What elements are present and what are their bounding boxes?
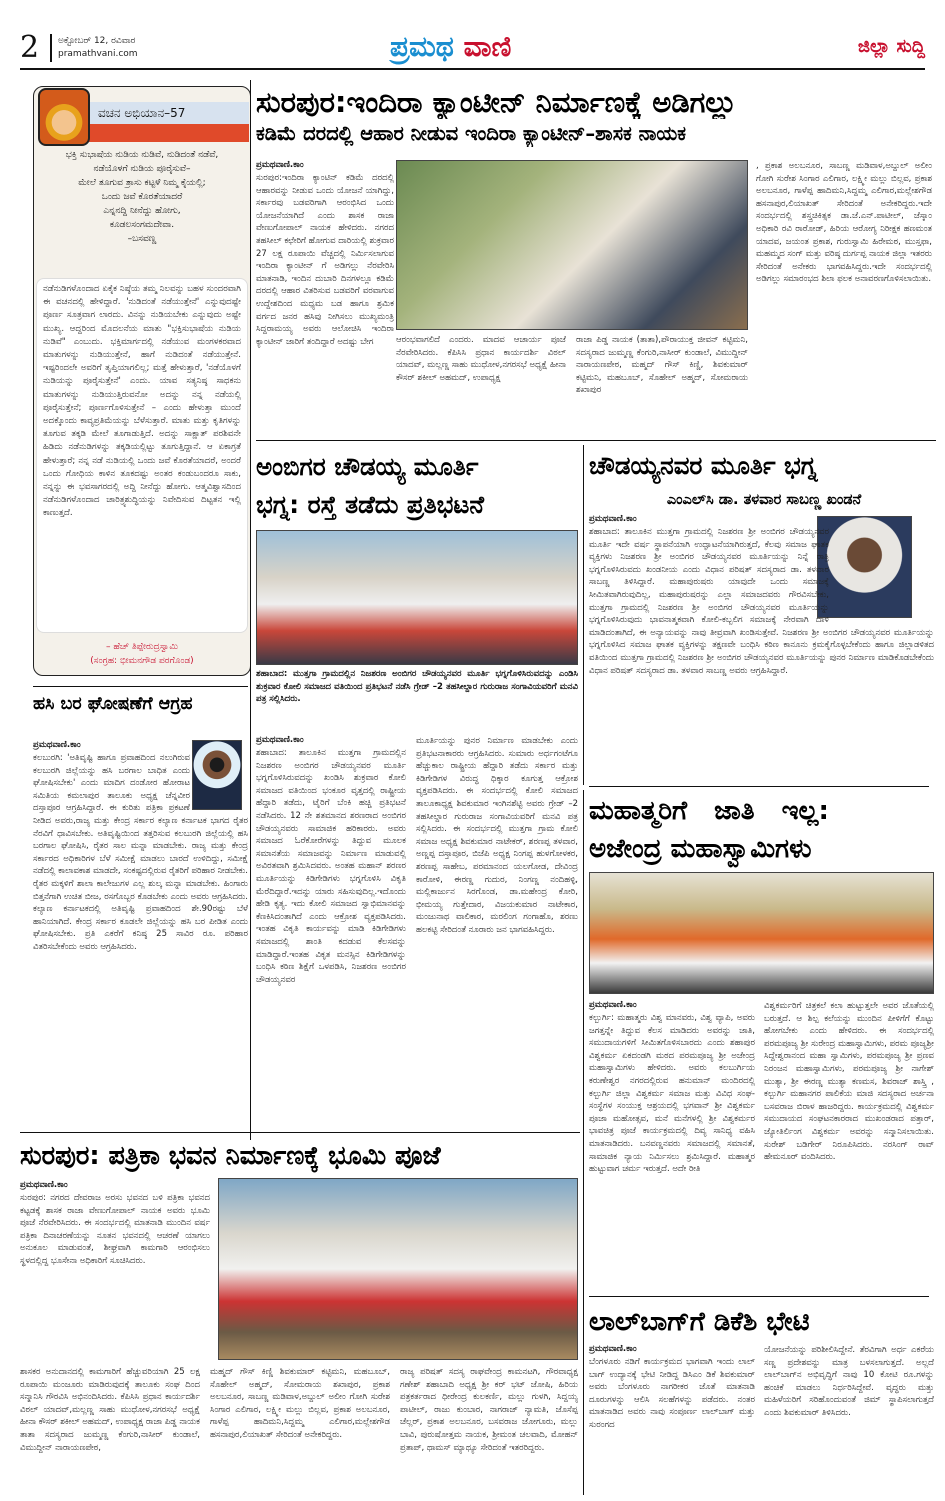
lalbagh-body-col1: ಬೆಂಗಳೂರು ನಡಿಗೆ ಕಾರ್ಯಕ್ರಮದ ಭಾಗವಾಗಿ ಇಂದು ಲಾಲ್ ಬಾಗ್ ಉದ್ಯಾನಕ್ಕೆ ಭೇಟಿ ನೀಡಿದ್ದ ಡಿಸಿಎಂ ಡಿಕೆ ಶಿವಕುಮಾರ್ ಅವರು ಬೆಂಗಳೂರು ನಾಗರೀಕರ ಜೊತೆ ಮಾತನಾಡಿ ದೂರುಗಳನ್ನು ಆಲಿಸಿ ಸಲಹೆಗಳನ್ನು ಪಡೆದರು. ನಂತರ ಮಾತನಾಡಿದ ಅವರು ನಾವು ಸಂಪೂರ್ಣ ಲಾಲ್‌ಬಾಗ್ ಮತ್ತು ಸುರಂಗದ xyxy=(589,1357,755,1430)
canteen-body-col3: ರಾಜಾ ಪಿಡ್ಡ ನಾಯಕ (ತಾತಾ),ಪೌರಾಯುಕ್ತ ಜೀವನ್ ಕಟ್ಟಿಮನಿ, ಸದಸ್ಯರಾದ ಜುಮ್ಮಣ್ಣ ಕೆಂಗುರಿ,ನಾಸೀರ್ ಕುಂಡಾಲೆ, ವಿಮುದ್ದೀನ್ ನಾರಾಯಣಪೇಠ, ಮಹ್ಮದ್ ಗೌಸ್ ಕಿಣ್ಣಿ, ಶಿವಕುಮಾರ್ ಕಟ್ಟಿಮನಿ, ಮಹಬೂಬ್, ಸೊಹೇಲ್ ಅಹ್ಮದ್, ಸೋಮರಾಯ ಶಖಾಪುರ xyxy=(576,335,748,396)
hasi-bara-headline: ಹಸಿ ಬರ ಘೋಷಣೆಗೆ ಆಗ್ರಹ xyxy=(33,694,193,714)
logo-part-2: ವಾಣಿ xyxy=(463,30,512,63)
section-divider xyxy=(33,686,248,687)
mlc-body xyxy=(589,526,934,771)
protest-headline-line1: ಅಂಬಿಗರ ಚೌಡಯ್ಯ ಮೂರ್ತಿ xyxy=(256,452,479,481)
verse-line: ನಡೆಯೊಳಗೆ ನುಡಿಯ ಪೂರೈಸುವೆ– xyxy=(93,164,191,174)
column-divider xyxy=(250,80,251,1140)
section-divider xyxy=(20,1132,580,1133)
verse-line: ಒಂದು ಜವೆ ಕೊರತೆಯಾದರೆ xyxy=(101,192,183,202)
lalbagh-body-col2: ಯೋಜನೆಯನ್ನು ಪರಿಶೀಲಿಸಿದ್ದೇನೆ. ತೆರವಿಗಾಗಿ ಅರ್ಧ ಎಕರೆಯ ಸಣ್ಣ ಪ್ರದೇಶವನ್ನು ಮಾತ್ರ ಬಳಸಲಾಗುತ್ತದೆ. ಅಲ್ಲದೆ ಲಾಲ್‌ಬಾಗ್‌ನ ಅಭಿವೃದ್ಧಿಗೆ ನಾವು 10 ಕೋಟಿ ರೂ.ಗಳನ್ನು ಹಂಚಿಕೆ ಮಾಡಲು ನಿರ್ಧರಿಸಿದ್ದೇವೆ. ವೃದ್ಧರು ಮತ್ತು ಮಹಿಳೆಯರಿಗೆ ಸರಿಹೊಂದುವಂತೆ ಜಿಮ್ ಸ್ಥಾಪಿಸಲಾಗುತ್ತದೆ ಎಂದು ಶಿವಕುಮಾರ್ ತಿಳಿಸಿದರು. xyxy=(764,1345,934,1418)
patrika-body-col3: ರಾಜ್ಯ ಪರಿಷತ್ ಸದಸ್ಯ ರಾಘವೇಂದ್ರ ಕಾಮನಟಗಿ, ಗೌರವಾಧ್ಯಕ್ಷ ಗಣೇಶ್ ಶಹಾಬಾದಿ ಅಧ್ಯಕ್ಷ ಶ್ರೀ ಕರ್ ಭಟ್ ಜೋಷಿ, ಹಿರಿಯ ಪತ್ರಕರ್ತರಾದ ಧೀರೇಂದ್ರ ಕುಲಕರ್ಣಿ, ಮಲ್ಲು ಗುಳಗಿ, ಸಿದ್ದಯ್ಯ ಪಾಟೀಲ್, ರಾಜು ಕುಂಬಾರ, ನಾಗರಾಜ್ ನ್ಯಾಮತಿ, ಜೊಸೆಪ್ಪ ಚೆಲ್ಲರ್, ಪ್ರಕಾಶ ಅಲಬನೂರ, ಬಸವರಾಜ ಜೋಗೂರು, ಮಲ್ಲು ಬಾವಿ, ಪುರುಷೋತ್ತಮ ನಾಯಕ, ಶ್ರೀಮಂತ ಚಲವಾದಿ, ಮೋಹನ್ ಪ್ರತಾಪ್, ಥಾಮಸ್ ಮ್ಯಾಥ್ಯೂ ಸೇರಿದಂತೆ ಇತರರಿದ್ದರು. xyxy=(400,1367,578,1453)
article-byline: ಪ್ರಮಥವಾಣಿ.ಕಾಂ xyxy=(256,160,304,170)
mahatma-headline-line2: ಅಜೇಂದ್ರ ಮಹಾಸ್ವಾಮಿಗಳು xyxy=(589,834,812,864)
canteen-body-col4: , ಪ್ರಕಾಶ ಅಲಬನೂರ, ಸಾಬಣ್ಣ ಮಡಿವಾಳ,ಅಬ್ದುಲ್ ಅಲೀಂ ಗೋಗಿ ಸುರೇಶ ಸಿಂಗಾರ ಎಲಿಗಾರ, ಲಕ್ಷ್ಮೀ ಮಲ್ಲು ಬಿಲ್ಲವ, ಪ್ರಕಾಶ ಅಲಬನೂರ, ಗಾಳೆಪ್ಪ ಹಾದಿಮನಿ,ಸಿದ್ದಮ್ಮ ಎಲಿಗಾರ,ಮಲ್ಲೇಶಗೌಡ ಹಸನಾಪುರ,ಲಿಯಾಖತ್ ಸೇರಿದಂತೆ ಅನೇಕರಿದ್ದರು.ಇದೇ ಸಂದರ್ಭದಲ್ಲಿ ಶಸ್ತ್ರಚಿಕಿತ್ಸಕ ಡಾ.ಜೆ.ಎನ್.ಪಾಟೀಲ್, ಜೆಸ್ಕಾಂ ಅಧಿಕಾರಿ ರವಿ ರಾಠೋಡ್, ಹಿರಿಯ ಆರೋಗ್ಯ ನಿರೀಕ್ಷಕ ಹಣಮಂತ ಯಾದವ, ಜಯಂತ ಪ್ರಕಾಶ, ಗುರುಸ್ವಾಮಿ ಹಿರೇಮಠ, ಮುಸ್ತಫಾ, ಮಹಮ್ಮದ ಸಂಗ್ ಮತ್ತು ವರಿಷ್ಠ ದುರ್ಗಪ್ಪ ನಾಯಕ ಜಿಲ್ಲಾ ಇತರರು ಸೇರಿದಂತೆ ಅನೇಕರು ಭಾಗವಹಿಸಿದ್ದರು.ಇದೇ ಸಂದರ್ಭದಲ್ಲಿ ಅಡಿಗಲ್ಲು ಸಮಾರಂಭದ ಶಿಲಾ ಫಲಕ ಅನಾವರಣಗೊಳಿಸಲಾಯಿತು. xyxy=(756,161,932,285)
vachana-verse xyxy=(36,148,248,246)
patrika-intro: ಸುರಪುರ: ನಗರದ ದೇವರಾಜ ಅರಸು ಭವನದ ಬಳಿ ಪತ್ರಿಕಾ ಭವನದ ಕಟ್ಟಡಕ್ಕೆ ಶಾಸಕ ರಾಜಾ ವೇಣುಗೋಪಾಲ್ ನಾಯಕ ಅವರು ಭೂಮಿ ಪೂಜೆ ನೆರವೇರಿಸಿದರು. ಈ ಸಂದರ್ಭದಲ್ಲಿ ಮಾತನಾಡಿ ಮುಂದಿನ ವರ್ಷ ಪತ್ರಿಕಾ ದಿನಾಚರಣೆಯನ್ನು ನೂತನ ಭವನದಲ್ಲಿ ಆಚರಣೆ ಯಾಗಲು ಅನುಕೂಲ ಮಾಡುವಂತೆ, ಶೀಘ್ರವಾಗಿ ಕಾಮಗಾರಿ ಆರಂಭಿಸಲು ಸ್ಥಳದಲ್ಲಿದ್ದ ಭೂಸೇನಾ ಅಧಿಕಾರಿಗೆ ಸೂಚಿಸಿದರು. xyxy=(20,1193,210,1266)
mlc-headline: ಚೌಡಯ್ಯನವರ ಮೂರ್ತಿ ಭಗ್ನ xyxy=(589,451,818,480)
vachana-signature xyxy=(36,640,248,668)
bhoomi-pooja-photo xyxy=(218,1178,578,1360)
protest-body-col1: ಶಹಾಬಾದ: ತಾಲೂಕಿನ ಮುತ್ತಗಾ ಗ್ರಾಮದಲ್ಲಿನ ನಿಜಶರಣ ಅಂಬಿಗರ ಚೌಡಯ್ಯನವರ ಮೂರ್ತಿ ಭಗ್ನಗೊಳಿಸಿರುವದನ್ನು ಖಂಡಿಸಿ ಶುಕ್ರವಾರ ಕೋಲಿ ಸಮಾಜದ ವತಿಯಿಂದ ಭಂಕೂರ ವೃತ್ತದಲ್ಲಿ ರಾಷ್ಟ್ರೀಯ ಹೆದ್ದಾರಿ ತಡೆದು, ಟೈರಿಗೆ ಬೆಂಕಿ ಹಚ್ಚಿ ಪ್ರತಿಭಟನೆ ನಡೆಸಿದರು. 12 ನೇ ಶತಮಾನದ ಶರಣರಾದ ಅಂಬಿಗರ ಚೌಡಯ್ಯನವರು ಸಾಮಾಜಿಕ ಹರಿಕಾರರು. ಅವರು ಸಮಾಜದ ಓರೆಕೋರೆಗಳನ್ನು ತಿದ್ದುವ ಮೂಲಕ ಸಮಾನತೆಯ ಸಮಾಜವನ್ನು ನಿರ್ಮಾಣ ಮಾಡುವಲ್ಲಿ ಅವಿರತವಾಗಿ ಶ್ರಮಿಸಿದವರು. ಅಂತಹ ಮಹಾನ್ ಶರಣರ ಮೂರ್ತಿಯನ್ನು ಕಿಡಿಗೇಡಿಗಳು ಭಗ್ನಗೊಳಿಸಿ ವಿಕೃತಿ ಮೆರೆದಿದ್ದಾರೆ.ಇದನ್ನು ಯಾರು ಸಹಿಸುವುದಿಲ್ಲ.ಇದೊಂದು ಹೇಡಿ ಕೃತ್ಯ. ಇದು ಕೋಲಿ ಸಮಾಜದ ಸ್ವಾಭಿಮಾನವನ್ನು ಕೆಣಕಿಸಿದಂತಾಗಿದೆ ಎಂದು ಆಕ್ರೋಶ ವ್ಯಕ್ತಪಡಿಸಿದರು. ಇಂತಹ ವಿಕೃತಿ ಕಾರ್ಯವನ್ನು ಮಾಡಿ ಕಿಡಿಗೇಡಿಗಳು ಸಮಾಜದಲ್ಲಿ ಶಾಂತಿ ಕದಡುವ ಕೆಲಸವನ್ನು ಮಾಡಿದ್ದಾರೆ.ಇಂತಹ ವಿಕೃತ ಮನಸ್ಸಿನ ಕಿಡಿಗೇಡಿಗಳನ್ನು ಬಂಧಿಸಿ ಕಠಿಣ ಶಿಕ್ಷೆಗೆ ಒಳಪಡಿಸಿ, ನಿಜಶರಣ ಅಂಬಿಗರ ಚೌಡಯ್ಯನವರ xyxy=(256,748,406,985)
verse-line: ಎನ್ನನದ್ದಿ ನೀನೆದ್ದು ಹೋಗು, xyxy=(103,206,181,216)
masthead-divider xyxy=(50,34,52,62)
hasi-bara-body xyxy=(33,752,248,1127)
article-byline: ಪ್ರಮಥವಾಣಿ.ಕಾಂ xyxy=(33,740,81,750)
newspaper-logo xyxy=(390,30,511,64)
article-byline: ಪ್ರಮಥವಾಣಿ.ಕಾಂ xyxy=(589,1000,637,1010)
verse-line: ಭಕ್ತಿ ಸುಭಾಷೆಯ ನುಡಿಯ ನುಡಿವೆ, ನುಡಿದಂತೆ ನಡೆವೆ, xyxy=(65,150,219,160)
section-divider xyxy=(589,786,929,787)
article-byline: ಪ್ರಮಥವಾಣಿ.ಕಾಂ xyxy=(20,1180,68,1190)
lalbagh-headline: ಲಾಲ್‌ಬಾಗ್‌ಗೆ ಡಿಕೆಶಿ ಭೇಟಿ xyxy=(589,1307,810,1337)
page-number: 2 xyxy=(20,30,40,65)
portrait-float-spacer xyxy=(829,526,934,618)
vachana-commentary-box xyxy=(36,278,248,633)
protest-headline-line2: ಭಗ್ನ: ರಸ್ತೆ ತಡೆದು ಪ್ರತಿಭಟನೆ xyxy=(256,490,485,519)
section-divider xyxy=(256,440,936,441)
verse-line: ಕೂಡಲಸಂಗಮದೇವಾ. xyxy=(109,220,175,230)
vachana-title: ವಚನ ಅಭಿಯಾನ–57 xyxy=(88,102,249,124)
mahatma-body-col1: ಕಲ್ಬುರ್ಗಿ: ಮಹಾತ್ಮರು ವಿಶ್ವ ಮಾನವರು, ವಿಶ್ವ ವ್ಯಾಪಿ, ಅವರು ಜಗತ್ತನ್ನೇ ತಿದ್ದುವ ಕೆಲಸ ಮಾಡಿದರು ಅವರನ್ನು ಜಾತಿ, ಸಮುದಾಯಗಳಿಗೆ ಸೀಮಿತಗೊಳಿಸಬಾರದು ಎಂದು ಶಹಾಪುರ ವಿಶ್ವಕರ್ಮ ಏಕದಂಡಗಿ ಮಠದ ಪರಮಪೂಜ್ಯ ಶ್ರೀ ಅಜೇಂದ್ರ ಮಹಾಸ್ವಾಮಿಗಳು ಹೇಳಿದರು. ಅವರು ಕಲಬುರ್ಗಿಯ ಕರುಣೇಶ್ವರ ನಗರದಲ್ಲಿರುವ ಹನುಮಾನ್ ಮಂದಿರದಲ್ಲಿ ಕಲ್ಬುರ್ಗಿ ಜಿಲ್ಲಾ ವಿಶ್ವಕರ್ಮ ಸಮಾಜ ಮತ್ತು ವಿವಿಧ ಸಂಘ-ಸಂಸ್ಥೆಗಳ ಸಂಯುಕ್ತ ಆಶ್ರಯದಲ್ಲಿ ಭಗವಾನ್ ಶ್ರೀ ವಿಶ್ವಕರ್ಮ ಪೂಜಾ ಮಹೋತ್ಸವ, ಮನೆ ಮನೆಗಳಲ್ಲಿ ಶ್ರೀ ವಿಶ್ವಕರ್ಮರ ಭಾವಚಿತ್ರ ಪೂಜೆ ಕಾರ್ಯಕ್ರಮದಲ್ಲಿ ದಿವ್ಯ ಸಾನಿಧ್ಯ ವಹಿಸಿ ಮಾತನಾಡಿದರು. ಬನವಣ್ಣನವರು ಸಮಾಜದಲ್ಲಿ ಸಮಾನತೆ, ಸಾಮಾಜಿಕ ನ್ಯಾಯ ನಿರ್ಮಿಸಲು ಶ್ರಮಿಸಿದ್ದಾರೆ. ಮಹಾತ್ಮರ ಹುಟ್ಟುವಾಗ ಚರ್ಮ ಇರುತ್ತದೆ. ಅದೇ ರೀತಿ xyxy=(589,1013,755,1175)
patrika-body-col1: ಶಾಸಕರ ಅನುದಾನದಲ್ಲಿ ಕಾಮಗಾರಿಗೆ ಹೆಚ್ಚುವರಿಯಾಗಿ 25 ಲಕ್ಷ ರೂಪಾಯಿ ಮಂಜೂರು ಮಾಡಿರುವುದಕ್ಕೆ ತಾಲೂಕು ಸಂಘ ದಿಂದ ಸನ್ಮಾನಿಸಿ ಗೌರವಿಸಿ ಅಭಿನಂದಿಸಿದರು. ಕೆಪಿಸಿಸಿ ಪ್ರಧಾನ ಕಾರ್ಯದರ್ಶಿ ವಿಠಲ್ ಯಾದವ್,ಮಲ್ಲಣ್ಣ ಸಾಹು ಮುಧೋಳ,ನಗರಸಭೆ ಅಧ್ಯಕ್ಷೆ ಹೀನಾ ಕೌಸರ್ ಶಕೀಲ್ ಅಹಮದ್, ಉಪಾಧ್ಯಕ್ಷ ರಾಜಾ ಪಿಡ್ಡ ನಾಯಕ ತಾತಾ ಸದಸ್ಯರಾದ ಜುಮ್ಮಣ್ಣ ಕೆಂಗುರಿ,ನಾಸೀರ್ ಕುಂಡಾಲೆ, ವಿಮುದ್ದೀನ್ ನಾರಾಯಣಪೇಠ, xyxy=(20,1367,200,1453)
mlc-subheadline: ಎಂಎಲ್‌ಸಿ ಡಾ. ತಳವಾರ ಸಾಬಣ್ಣ ಖಂಡನೆ xyxy=(666,492,862,508)
protest-body-col2: ಮೂರ್ತಿಯನ್ನು ಪುನರ ನಿರ್ಮಾಣ ಮಾಡಬೇಕು ಎಂದು ಪ್ರತಿಭಟನಾಕಾರರು ಆಗ್ರಹಿಸಿದರು. ಸುಮಾರು ಅರ್ಧಗಂಟೆಗೂ ಹೆಚ್ಚುಕಾಲ ರಾಷ್ಟ್ರೀಯ ಹೆದ್ದಾರಿ ತಡೆದು ಸರ್ಕಾರ ಮತ್ತು ಕಿಡಿಗೇಡಿಗಳ ವಿರುದ್ಧ ಧಿಕ್ಕಾರ ಕೂಗುತ್ತ ಆಕ್ರೋಶ ವ್ಯಕ್ತಪಡಿಸಿದರು. ಈ ಸಂದರ್ಭದಲ್ಲಿ ಕೋಲಿ ಸಮಾಜದ ತಾಲೂಕಾಧ್ಯಕ್ಷ ಶಿವಕುಮಾರ ಇಂಗಿನಶೆಟ್ಟಿ ಅವರು ಗ್ರೇಡ್ –2 ತಹಸೀಲ್ದಾರ ಗುರುರಾಜ ಸಂಗಾವಿಯವರಿಗೆ ಮನವಿ ಪತ್ರ ಸಲ್ಲಿಸಿದರು. ಈ ಸಂದರ್ಭದಲ್ಲಿ ಮುತ್ತಗಾ ಗ್ರಾಮ ಕೋಲಿ ಸಮಾಜ ಅಧ್ಯಕ್ಷ ಶಿವಕುಮಾರ ನಾಟೇಕರ್, ಶರಣಪ್ಪ ತಳವಾರ, ಅಣ್ಣಪ್ಪ ದಸ್ತಾಪೂರ, ಬಿಜೆಪಿ ಅಧ್ಯಕ್ಷ ನಿಂಗಪ್ಪ ಹುಳಗೋಳಕರ, ಶರಣಪ್ಪ ಸಾಹೇಬ, ಪರಮಾನಂದ ಯಲಗೋಡ, ದೇವಿಂದ್ರ ಕಾರೋಳಿ, ಈರಣ್ಣ ಗುದುರ, ನಿಂಗಣ್ಣ ನಂದಿಹಳ್ಳಿ, ಮಲ್ಲಿಕಾರ್ಜುನ ಸಿರಗೊಂಡ, ಡಾ.ಮಹೇಂದ್ರ ಕೋರಿ, ಭೀಮಯ್ಯ ಗುತ್ತೇದಾರ, ವಿಜಯಕುಮಾರ ನಾಟೇಕಾರ, ಮಂಜುನಾಥ ವಾಲಿಕಾರ, ಮರಲಿಂಗ ಗಂಗಾಹೊ, ಶರಣು ಹಲಕಟ್ಟಿ ಸೇರಿದಂತೆ ನೂರಾರು ಜನ ಭಾಗವಹಿಸಿದ್ದರು. xyxy=(416,736,578,935)
website-link[interactable]: pramathvani.com xyxy=(58,49,138,59)
compiler-credit: (ಸಂಗ್ರಹ: ಭೀಮನಗೌಡ ಪರಗೊಂಡ) xyxy=(90,656,194,666)
canteen-body-col2: ಆರಂಭವಾಗಲಿದೆ ಎಂದರು. ಮಾದವ ಆಚಾರ್ಯ ಪೂಜೆ ನೆರವೇರಿಸಿದರು. ಕೆಪಿಸಿಸಿ ಪ್ರಧಾನ ಕಾರ್ಯದರ್ಶಿ ವಿಠಲ್ ಯಾದವ್, ಮಲ್ಲಣ್ಣ ಸಾಹು ಮುಧೋಳ,ನಗರಸಭೆ ಅಧ್ಯಕ್ಷೆ ಹೀನಾ ಕೌಸರ್ ಶಕೀಲ್ ಅಹಮದ್, ಉಪಾಧ್ಯಕ್ಷ xyxy=(396,335,566,383)
verse-line: ಮೇಲೆ ತೂಗುವ ತ್ರಾಸು ಕಟ್ಟಳೆ ನಿಮ್ಮ ಕೈಯಲ್ಲಿ; xyxy=(78,178,206,188)
issue-date: ಅಕ್ಟೋಬರ್ 12, ರವಿವಾರ xyxy=(58,36,136,46)
canteen-body-col1: ಸುರಪುರ:ಇಂದಿರಾ ಕ್ಯಾಂಟಿನ್ ಕಡಿಮೆ ದರದಲ್ಲಿ ಆಹಾರವನ್ನು ನೀಡುವ ಒಂದು ಯೋಜನೆ ಯಾಗಿದ್ದು, ಸರ್ಕಾರವು ಬಡವರಿಗಾಗಿ ಆರಂಭಿಸಿದ ಒಂದು ಯೋಜನೆಯಾಗಿದೆ ಎಂದು ಶಾಸಕ ರಾಜಾ ವೇಣುಗೋಪಾಲ್ ನಾಯಕ ಹೇಳಿದರು. ನಗರದ ತಹಸೀಲ್ ಕಛೇರಿಗೆ ಹೋಗುವ ದಾರಿಯಲ್ಲಿ ಶುಕ್ರವಾರ 27 ಲಕ್ಷ ರೂಪಾಯಿ ವೆಚ್ಚದಲ್ಲಿ ನಿರ್ಮಿಸಲಾಗುವ ಇಂದಿರಾ ಕ್ಯಾಂಟೀನ್ ಗೆ ಅಡಿಗಲ್ಲು ನೆರವೇರಿಸಿ ಮಾತನಾಡಿ, ಇಂದಿನ ದುಬಾರಿ ದಿನಗಳಲ್ಲೂ ಕಡಿಮೆ ದರದಲ್ಲಿ ಆಹಾರ ವಿತರಿಸುವ ಬಡವರಿಗೆ ವರವಾಗುವ ಉದ್ದೇಶದಿಂದ ಮಧ್ಯಮ ಬಡ ಹಾಗೂ ಶ್ರಮಿಕ ವರ್ಗದ ಜನರ ಹಸಿವು ನೀಗಿಸಲು ಮುಖ್ಯಮಂತ್ರಿ ಸಿದ್ದರಾಮಯ್ಯ ಅವರು ಆಲೋಚಿಸಿ ಇಂದಿರಾ ಕ್ಯಾಂಟೀನ್ ಜಾರಿಗೆ ತಂದಿದ್ದಾರೆ ಅದಷ್ಟು ಬೇಗ xyxy=(256,173,394,347)
canteen-subheadline: ಕಡಿಮೆ ದರದಲ್ಲಿ ಆಹಾರ ನೀಡುವ ಇಂದಿರಾ ಕ್ಯಾಂಟೀನ್–ಶಾಸಕ ನಾಯಕ xyxy=(256,122,686,145)
vachana-commentary: ನಡೆನುಡಿಗಳೊಂದಾದ ಏಕೈಕ ನಿಷ್ಠೆಯ ತಮ್ಮ ನಿಲವನ್ನು ಬಹಳ ಸುಂದರವಾಗಿ ಈ ವಚನದಲ್ಲಿ ಹೇಳಿದ್ದಾರೆ. 'ನುಡಿದಂತೆ ನಡೆಯುತ್ತೇನೆ' ಎನ್ನುವುದಷ್ಟೇ ಪೂರ್ಣ ಸೂತ್ರವಾಗ ಲಾರದು. ವಿನನ್ನು ನುಡಿಯಬೇಕು ಎನ್ನುವುದು ಅಷ್ಟೇ ಮುಖ್ಯ. ಆದ್ದರಿಂದ ಮೊದಲನೆಯ ಮಾತು "ಭಕ್ತಿಸುಭಾಷೆಯ ನುಡಿಯ ನುಡಿವೆ" ಎಂಬುದು. ಭಕ್ತಿಮಾರ್ಗದಲ್ಲಿ ನಡೆಯುವ ಮಂಗಳಕರವಾದ ಮಾತುಗಳನ್ನು ನುಡಿಯುತ್ತೇನೆ, ಹಾಗೆ ನುಡಿದಂತೆ ನಡೆಯುತ್ತೇನೆ. ಇಷ್ಟರಿಂದಲೇ ಅವರಿಗೆ ತೃಪ್ತಿಯಾಗಲಿಲ್ಲ; ಮತ್ತೆ ಹೇಳುತ್ತಾರೆ, 'ನಡೆಯೊಳಗೆ ನುಡಿಯನ್ನು ಪೂರೈಸುತ್ತೇನೆ' ಎಂದು. ಯಾವ ಸತ್ಯನಿಷ್ಠ ಸಾಧಕನು ಮಾತುಗಳನ್ನು ನುಡಿಯುತ್ತಿರುವನೋ ಅದನ್ನು ನನ್ನ ನಡೆಯಲ್ಲಿ ಪೂರೈಸುತ್ತೇನೆ; ಪೂರ್ಣಗೊಳಿಸುತ್ತೇನೆ – ಎಂದು ಹೇಳುತ್ತಾ ಮುಂದೆ ಅದಕ್ಕೊಂದು ಕಾವ್ಯಪ್ರತಿಮೆಯನ್ನು ಬೆಳೆಸುತ್ತಾರೆ. ಮಾತು ಮತ್ತು ಕೃತಿಗಳನ್ನು ತೂಗುವ ತಕ್ಕಡಿ ಮೇಲೆ ತೂಗಾಡುತ್ತಿದೆ. ಅದನ್ನು ಸಾಕ್ಷಾತ್ ಪರಶಿವನೇ ಹಿಡಿದು ನಡೆನುಡಿಗಳನ್ನು ತಕ್ಕಡಿಯಲ್ಲಿಟ್ಟು ತೂಗುತ್ತಿದ್ದಾನೆ. ಆ ಏಕಾಗ್ರತೆ ಹೇಳುತ್ತಾರೆ; ನನ್ನ ನಡೆ ನುಡಿಯಲ್ಲಿ ಒಂದು ಜವೆ ಕೊರತೆಯಾದರೆ, ಅಂದರೆ ಒಂದು ಗೋಧಿಯ ಕಾಳಿನ ತೂಕದಷ್ಟು ಅಂತರ ಕಂಡುಬಂದರೂ ಸಾಕು, ನನ್ನನ್ನು ಈ ಭವಸಾಗರದಲ್ಲಿ ಅದ್ದಿ ನೀನೆದ್ದು ಹೋಗು. ಆತ್ಮವಿಶ್ವಾಸದಿಂದ ನಡೆನುಡಿಗಳೊಂದಾದ ಚಾರಿತ್ರ್ಯಶುದ್ಧಿಯನ್ನು ನಿವೇದಿಸುವ ದಿಟ್ಟತನ ಇಲ್ಲಿ ಕಾಣುತ್ತದೆ. xyxy=(43,284,241,519)
mlc-text: ಶಹಾಬಾದ: ತಾಲೂಕಿನ ಮುತ್ತಗಾ ಗ್ರಾಮದಲ್ಲಿ ನಿಜಶರಣ ಶ್ರೀ ಅಂಬಿಗರ ಚೌಡಯ್ಯನವರ ಮೂರ್ತಿ ಇದೇ ವರ್ಷ ಸ್ಥಾಪನೆಯಾಗಿ ಉದ್ಘಾಟನೆಯಾಗಿರುತ್ತದೆ, ಕೆಲವು ಸಮಾಜ ಘಾತಕ ವ್ಯಕ್ತಿಗಳು ನಿಜಶರಣ ಶ್ರೀ ಅಂಬಿಗರ ಚೌಡಯ್ಯನವರ ಮೂರ್ತಿಯನ್ನು ನಿನ್ನೆ ರಾತ್ರಿ ಭಗ್ನಗೊಳಿಸಿರುವದು ಖಂಡನೀಯ ಎಂದು ವಿಧಾನ ಪರಿಷತ್ ಸದಸ್ಯರಾದ ಡಾ. ತಳವಾರ ಸಾಬಣ್ಣ ತಿಳಿಸಿದ್ದಾರೆ. ಮಹಾಪುರುಷರು ಯಾವುದೇ ಒಂದು ಸಮಾಜಕ್ಕೆ ಸೀಮಿತವಾಗಿರುವುದಿಲ್ಲ, ಮಹಾಪುರುಷರನ್ನು ಎಲ್ಲಾ ಸಮಾಜದವರು ಗೌರವಿಸಬೇಕು, ಮುತ್ತಗಾ ಗ್ರಾಮದಲ್ಲಿ ನಿಜಶರಣ ಶ್ರೀ ಅಂಬಿಗರ ಚೌಡಯ್ಯನವರ ಮೂರ್ತಿಯನ್ನು ಭಗ್ನಗೊಳಿಸಿರುವುದು ಭಾವನಾತ್ಮಕವಾಗಿ ಕೋಲಿ-ಕಬ್ಬಲಿಗ ಸಮಾಜಕ್ಕೆ ನೇರವಾಗಿ ದಾಳಿ ಮಾಡಿದಂತಾಗಿದೆ, ಈ ಅನ್ಯಾಯವನ್ನು ನಾವು ತೀವ್ರವಾಗಿ ಖಂಡಿಸುತ್ತೇವೆ. ನಿಜಶರಣ ಶ್ರೀ ಅಂಬಿಗರ ಚೌಡಯ್ಯನವರ ಮೂರ್ತಿಯನ್ನು ಭಗ್ನಗೊಳಿಸಿದ ಸಮಾಜ ಘಾತಕ ವ್ಯಕ್ತಿಗಳನ್ನು ತಕ್ಷಣವೇ ಬಂಧಿಸಿ ಕಠಿಣ ಕಾನೂನು ಕ್ರಮಕೈಗೊಳ್ಳಬೇಕೆಂದು ಹಾಗೂ ಜಿಲ್ಲಾಡಳಿತದ ವತಿಯಿಂದ ಮುತ್ತಗಾ ಗ್ರಾಮದಲ್ಲಿ ನಿಜಶರಣ ಶ್ರೀ ಅಂಬಿಗರ ಚೌಡಯ್ಯನವರ ಮೂರ್ತಿಯನ್ನು ಪುನರ ನಿರ್ಮಾಣ ಮಾಡಿಕೊಡಬೇಕೆಂದು ವಿಧಾನ ಪರಿಷತ್ ಸದಸ್ಯರಾದ ಡಾ. ತಳವಾರ ಸಾಬಣ್ಣ ಅವರು ಆಗ್ರಹಿಸಿದ್ದಾರೆ. xyxy=(589,527,934,676)
swamiji-event-photo xyxy=(589,872,934,994)
article-byline: ಪ್ರಮಥವಾಣಿ.ಕಾಂ xyxy=(256,735,304,745)
canteen-ceremony-photo xyxy=(396,160,748,330)
masthead xyxy=(20,30,925,70)
section-title: ಜಿಲ್ಲಾ ಸುದ್ದಿ xyxy=(857,36,925,57)
canteen-headline: ಸುರಪುರ:ಇಂದಿರಾ ಕ್ಯಾಂಟೀನ್ ನಿರ್ಮಾಣಕ್ಕೆ ಅಡಿಗಲ್ಲು xyxy=(256,85,737,119)
vachana-accent-bar xyxy=(88,124,249,142)
patrika-headline: ಸುರಪುರ: ಪತ್ರಿಕಾ ಭವನ ನಿರ್ಮಾಣಕ್ಕೆ ಭೂಮಿ ಪೂಜೆ xyxy=(20,1141,441,1171)
verse-author: –ಬಸವಣ್ಣ xyxy=(127,234,157,244)
section-divider xyxy=(589,1296,929,1297)
patrika-body-col2: ಮಹ್ಮದ್ ಗೌಸ್ ಕಿಣ್ಣಿ ಶಿವಕುಮಾರ್ ಕಟ್ಟಿಮನಿ, ಮಹಬೂಬ್, ಸೊಹೇಲ್ ಅಹ್ಮದ್, ಸೋಮರಾಯ ಶಖಾಪುರ, ಪ್ರಕಾಶ ಅಲಬನೂರ, ಸಾಬಣ್ಣ ಮಡಿವಾಳ,ಅಬ್ದುಲ್ ಅಲೀಂ ಗೋಗಿ ಸುರೇಶ ಸಿಂಗಾರ ಎಲಿಗಾರ, ಲಕ್ಷ್ಮೀ ಮಲ್ಲು ಬಿಲ್ಲವ, ಪ್ರಕಾಶ ಅಲಬನೂರ, ಗಾಳೆಪ್ಪ ಹಾದಿಮನಿ,ಸಿದ್ದಮ್ಮ ಎಲಿಗಾರ,ಮಲ್ಲೇಶಗೌಡ ಹಸನಾಪುರ,ಲಿಯಾಖತ್ ಸೇರಿದಂತೆ ಅನೇಕರಿದ್ದರು. xyxy=(210,1367,390,1440)
portrait-float-spacer xyxy=(190,752,248,814)
article-byline: ಪ್ರಮಥವಾಣಿ.ಕಾಂ xyxy=(589,514,637,524)
column-divider xyxy=(583,445,584,785)
protest-group-photo xyxy=(256,530,578,665)
commentary-author: – ಹೆಚ್ ತಿಪ್ಪೇರುದ್ರಸ್ವಾಮಿ xyxy=(105,642,179,652)
hasi-bara-text: ಕಲಬುರಗಿ: 'ಅತಿವೃಷ್ಟಿ ಹಾಗೂ ಪ್ರವಾಹದಿಂದ ನಲುಗಿರುವ ಕಲಬುರಗಿ ಜಿಲ್ಲೆಯನ್ನು ಹಸಿ ಬರಗಾಲ ಬಾಧಿತ ಎಂದು ಘೋಷಿಸಬೇಕು' ಎಂದು ಮಾದಿಗ ದಂಡೋರ ಹೋರಾಟ ಸಮಿತಿಯ ಕಮಲಾಪುರ ತಾಲೂಕು ಅಧ್ಯಕ್ಷ ಚೆನ್ನವೀರ ದಸ್ತಾಪೂರ ಆಗ್ರಹಿಸಿದ್ದಾರೆ. ಈ ಕುರಿತು ಪತ್ರಿಕಾ ಪ್ರಕಟಣೆ ನೀಡಿದ ಅವರು,ರಾಜ್ಯ ಮತ್ತು ಕೇಂದ್ರ ಸರ್ಕಾರ ಕಲ್ಯಾಣ ಕರ್ನಾಟಕ ಭಾಗದ ರೈತರ ನೆರವಿಗೆ ಧಾವಿಸಬೇಕು. ಅತಿವೃಷ್ಟಿಯಿಂದ ತತ್ತರಿಸುವ ಕಲಬುರಗಿ ಜಿಲ್ಲೆಯಲ್ಲಿ ಹಸಿ ಬರಗಾಲ ಘೋಷಿಸಿ, ರೈತರ ಸಾಲ ಮನ್ನಾ ಮಾಡಬೇಕು. ರಾಜ್ಯ ಮತ್ತು ಕೇಂದ್ರ ಸರ್ಕಾರದ ಅಧಿಕಾರಿಗಳ ಬೆಳೆ ಸಮೀಕ್ಷೆ ಮಾಡಲು ಬಾರದೆ ಉಳಿದಿದ್ದು, ಸಮೀಕ್ಷೆ ನಡೆದಲ್ಲಿ ಕಾಲಾವಕಾಶ ಮಾಡದೇ, ಸಂಕಷ್ಟದಲ್ಲಿರುವ ರೈತರಿಗೆ ಪರಿಹಾರ ನೀಡಬೇಕು. ರೈತರ ಮಕ್ಕಳಿಗೆ ಶಾಲಾ ಕಾಲೇಜುಗಳ ಎಲ್ಲ ಶುಲ್ಕ ಮನ್ನಾ ಮಾಡಬೇಕು. ಹಿಂಗಾರು ಬಿತ್ತನೆಗಾಗಿ ಉಚಿತ ಬೀಜ, ರಸಗೊಬ್ಬರ ಕೊಡಬೇಕು ಎಂದು ಅವರು ಆಗ್ರಹಿಸಿದರು. ಕಲ್ಯಾಣ ಕರ್ನಾಟಕದಲ್ಲಿ ಅತಿವೃಷ್ಟಿ ಪ್ರವಾಹದಿಂದ ಶೇ.90ರಷ್ಟು ಬೆಳೆ ಹಾನಿಯಾಗಿದೆ. ಕೇಂದ್ರ ಸರ್ಕಾರ ಕೂಡಲೇ ಜಿಲ್ಲೆಯನ್ನು ಹಸಿ ಬರ ಪೀಡಿತ ಎಂದು ಘೋಷಿಸಬೇಕು. ಪ್ರತಿ ಎಕರೆಗೆ ಕನಿಷ್ಠ 25 ಸಾವಿರ ರೂ. ಪರಿಹಾರ ವಿತರಿಸಬೇಕೆಂದು ಅವರು ಆಗ್ರಹಿಸಿದರು. xyxy=(33,753,248,952)
article-byline: ಪ್ರಮಥವಾಣಿ.ಕಾಂ xyxy=(589,1344,637,1354)
basavanna-portrait-image xyxy=(38,88,90,146)
protest-photo-caption: ಶಹಾಬಾದ: ಮುತ್ತಗಾ ಗ್ರಾಮದಲ್ಲಿನ ನಿಜಶರಣ ಅಂಬಿಗರ ಚೌಡಯ್ಯನವರ ಮೂರ್ತಿ ಭಗ್ನಗೊಳಿಸಿರುವದನ್ನು ಎಂಡಿಸಿ ಶುಕ್ರವಾರ ಕೋಲಿ ಸಮಾಜದ ವತಿಯಿಂದ ಪ್ರತಿಭಟನೆ ನಡೆಸಿ ಗ್ರೇಡ್ –2 ತಹಸೀಲ್ದಾರ ಗುರುರಾಜ ಸಂಗಾವಿಯವರಿಗೆ ಮನವಿ ಪತ್ರ ಸಲ್ಲಿಸಿದರು. xyxy=(256,669,578,705)
mahatma-headline-line1: ಮಹಾತ್ಮರಿಗೆ ಜಾತಿ ಇಲ್ಲ: xyxy=(589,796,829,826)
column-divider xyxy=(583,790,584,1495)
mahatma-body-col2: ವಿಶ್ವಕರ್ಮರಿಗೆ ಚಿತ್ರಕಲೆ ಕಲಾ ಹುಟ್ಟುತ್ತಲೇ ಅವರ ಜೊತೆಯಲ್ಲಿ ಬರುತ್ತದೆ. ಆ ಶಿಲ್ಪ ಕಲೆಯನ್ನು ಮುಂದಿನ ಪೀಳಿಗೆಗೆ ಕೊಟ್ಟು ಹೋಗಬೇಕು ಎಂದು ಹೇಳಿದರು. ಈ ಸಂದರ್ಭದಲ್ಲಿ ಪರಮಪೂಜ್ಯ ಶ್ರೀ ಸುರೇಂದ್ರ ಮಹಾಸ್ವಾಮಿಗಳು, ಪರಮ ಪೂಜ್ಯಶ್ರೀ ಸಿದ್ದೇಶ್ವರಾನಂದ ಮಹಾ ಸ್ವಾಮಿಗಳು, ಪರಮಪೂಜ್ಯ ಶ್ರೀ ಪ್ರಣವ ನಿರಂಜನ ಮಹಾಸ್ವಾಮಿಗಳು, ಪರಮಪೂಜ್ಯ ಶ್ರೀ ನಾಗೇಶ್ ಮುತ್ಯಾ, ಶ್ರೀ ಈರಣ್ಣ ಮುತ್ಯಾ ಕಣಮಸ, ಶಿವರಾಜ್ ಶಾಸ್ತ್ರಿ , ಕಲ್ಬುರ್ಗಿ ಮಹಾನಗರ ಪಾಲಿಕೆಯ ಮಾಜಿ ಸದಸ್ಯರಾದ ಅರ್ಚನಾ ಬಸವರಾಜ ಬಿರಾಳ ಹಾಜರಿದ್ದರು. ಕಾರ್ಯಕ್ರಮದಲ್ಲಿ ವಿಶ್ವಕರ್ಮ ಸಮುದಾಯದ ಸಂಘಟನಕಾರರಾದ ಮುಖಂಡರಾದ ಪತ್ತಾರ್, ಜ್ಯೋತಿರ್ಲಿಂಗ ವಿಶ್ವಕರ್ಮ ಅವರನ್ನು ಸನ್ಮಾನಿಸಲಾಯಿತು. ಸುರೇಶ್ ಬಡಿಗೇರ್ ನಿರೂಪಿಸಿದರು. ನರಸಿಂಗ್ ರಾವ್ ಹೇಮನೂರ್ ವಂದಿಸಿದರು. xyxy=(764,1001,934,1163)
logo-part-1: ಪ್ರಮಥ xyxy=(390,30,454,63)
